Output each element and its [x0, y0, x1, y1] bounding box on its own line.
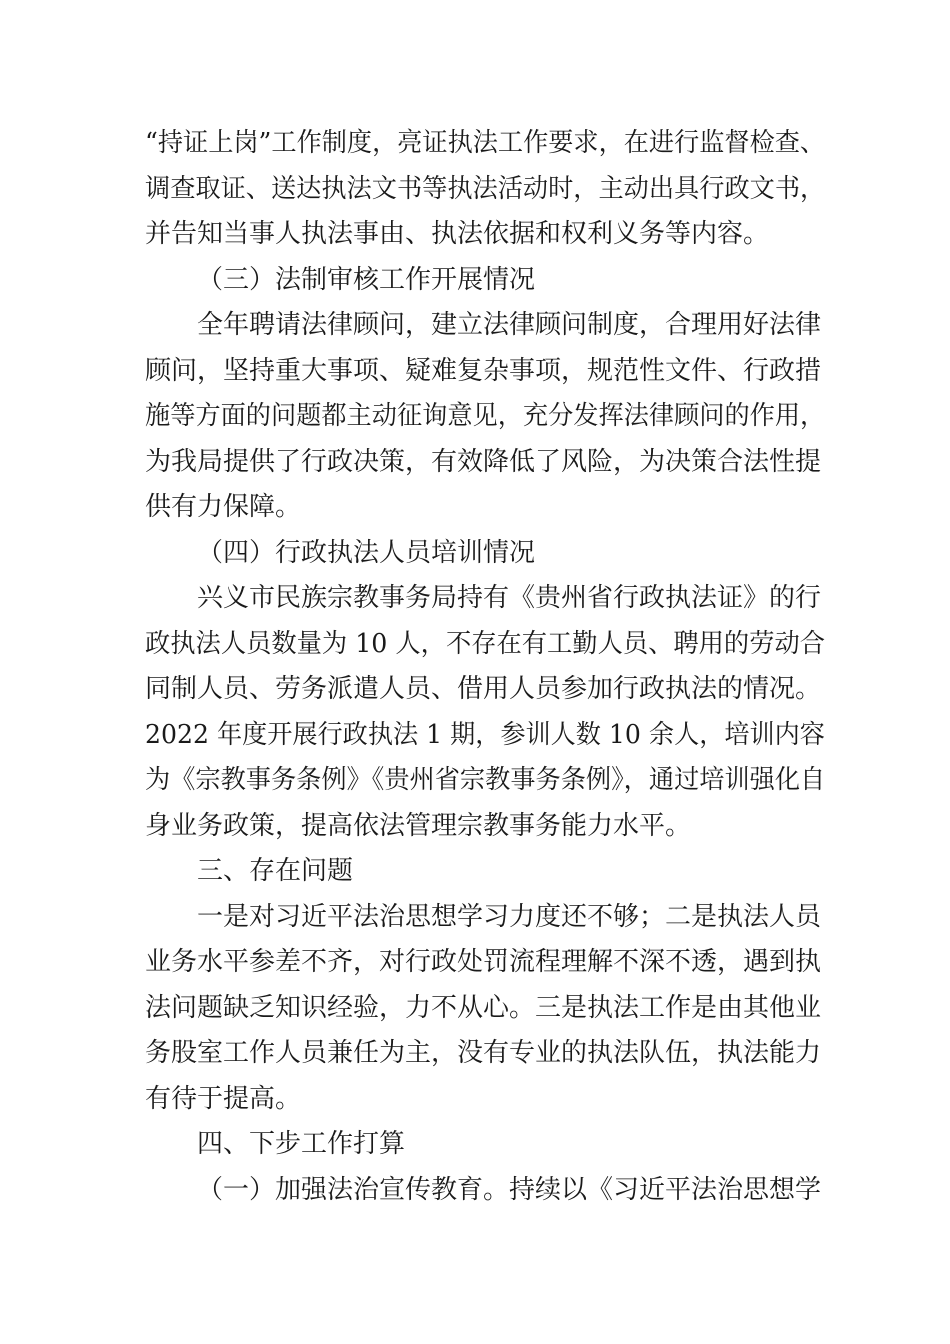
document-body	[145, 121, 826, 1213]
paragraph-line: 一是对习近平法治思想学习力度还不够；二是执法人员	[197, 901, 822, 932]
paragraph-line: （一）加强法治宣传教育。持续以《习近平法治思想学	[197, 1174, 822, 1205]
paragraph-line: 2022 年度开展行政执法 1 期，参训人数 10 余人，培训内容	[145, 719, 825, 750]
paragraph-line: “持证上岗”工作制度，亮证执法工作要求，在进行监督检查、	[145, 128, 826, 158]
paragraph-line: 业务水平参差不齐，对行政处罚流程理解不深不透，遇到执	[145, 947, 822, 977]
paragraph-line: 兴义市民族宗教事务局持有《贵州省行政执法证》的行	[197, 583, 822, 613]
section-heading: （四）行政执法人员培训情况	[197, 537, 536, 568]
paragraph-line: 身业务政策，提高依法管理宗教事务能力水平。	[145, 810, 692, 841]
paragraph-line: 法问题缺乏知识经验，力不从心。三是执法工作是由其他业	[145, 992, 822, 1023]
paragraph-line: 全年聘请法律顾问，建立法律顾问制度，合理用好法律	[197, 310, 822, 340]
paragraph-line: 同制人员、劳务派遣人员、借用人员参加行政执法的情况。	[145, 674, 822, 704]
paragraph-line: 务股室工作人员兼任为主，没有专业的执法队伍，执法能力	[145, 1038, 822, 1068]
section-heading: 四、下步工作打算	[197, 1129, 406, 1159]
paragraph-line: 施等方面的问题都主动征询意见，充分发挥法律顾问的作用，	[145, 401, 826, 431]
section-heading: （三）法制审核工作开展情况	[197, 264, 536, 295]
paragraph-line: 并告知当事人执法事由、执法依据和权利义务等内容。	[145, 219, 770, 249]
paragraph-line: 有待于提高。	[145, 1083, 302, 1114]
paragraph-line: 顾问，坚持重大事项、疑难复杂事项，规范性文件、行政措	[145, 355, 822, 386]
section-heading: 三、存在问题	[197, 856, 354, 886]
paragraph-line: 供有力保障。	[145, 492, 302, 522]
paragraph-line: 为《宗教事务条例》《贵州省宗教事务条例》，通过培训强化自	[145, 765, 826, 795]
paragraph-line: 政执法人员数量为 10 人，不存在有工勤人员、聘用的劳动合	[145, 628, 826, 659]
paragraph-line: 为我局提供了行政决策，有效降低了风险，为决策合法性提	[145, 446, 822, 477]
paragraph-line: 调查取证、送达执法文书等执法活动时，主动出具行政文书，	[145, 173, 826, 204]
